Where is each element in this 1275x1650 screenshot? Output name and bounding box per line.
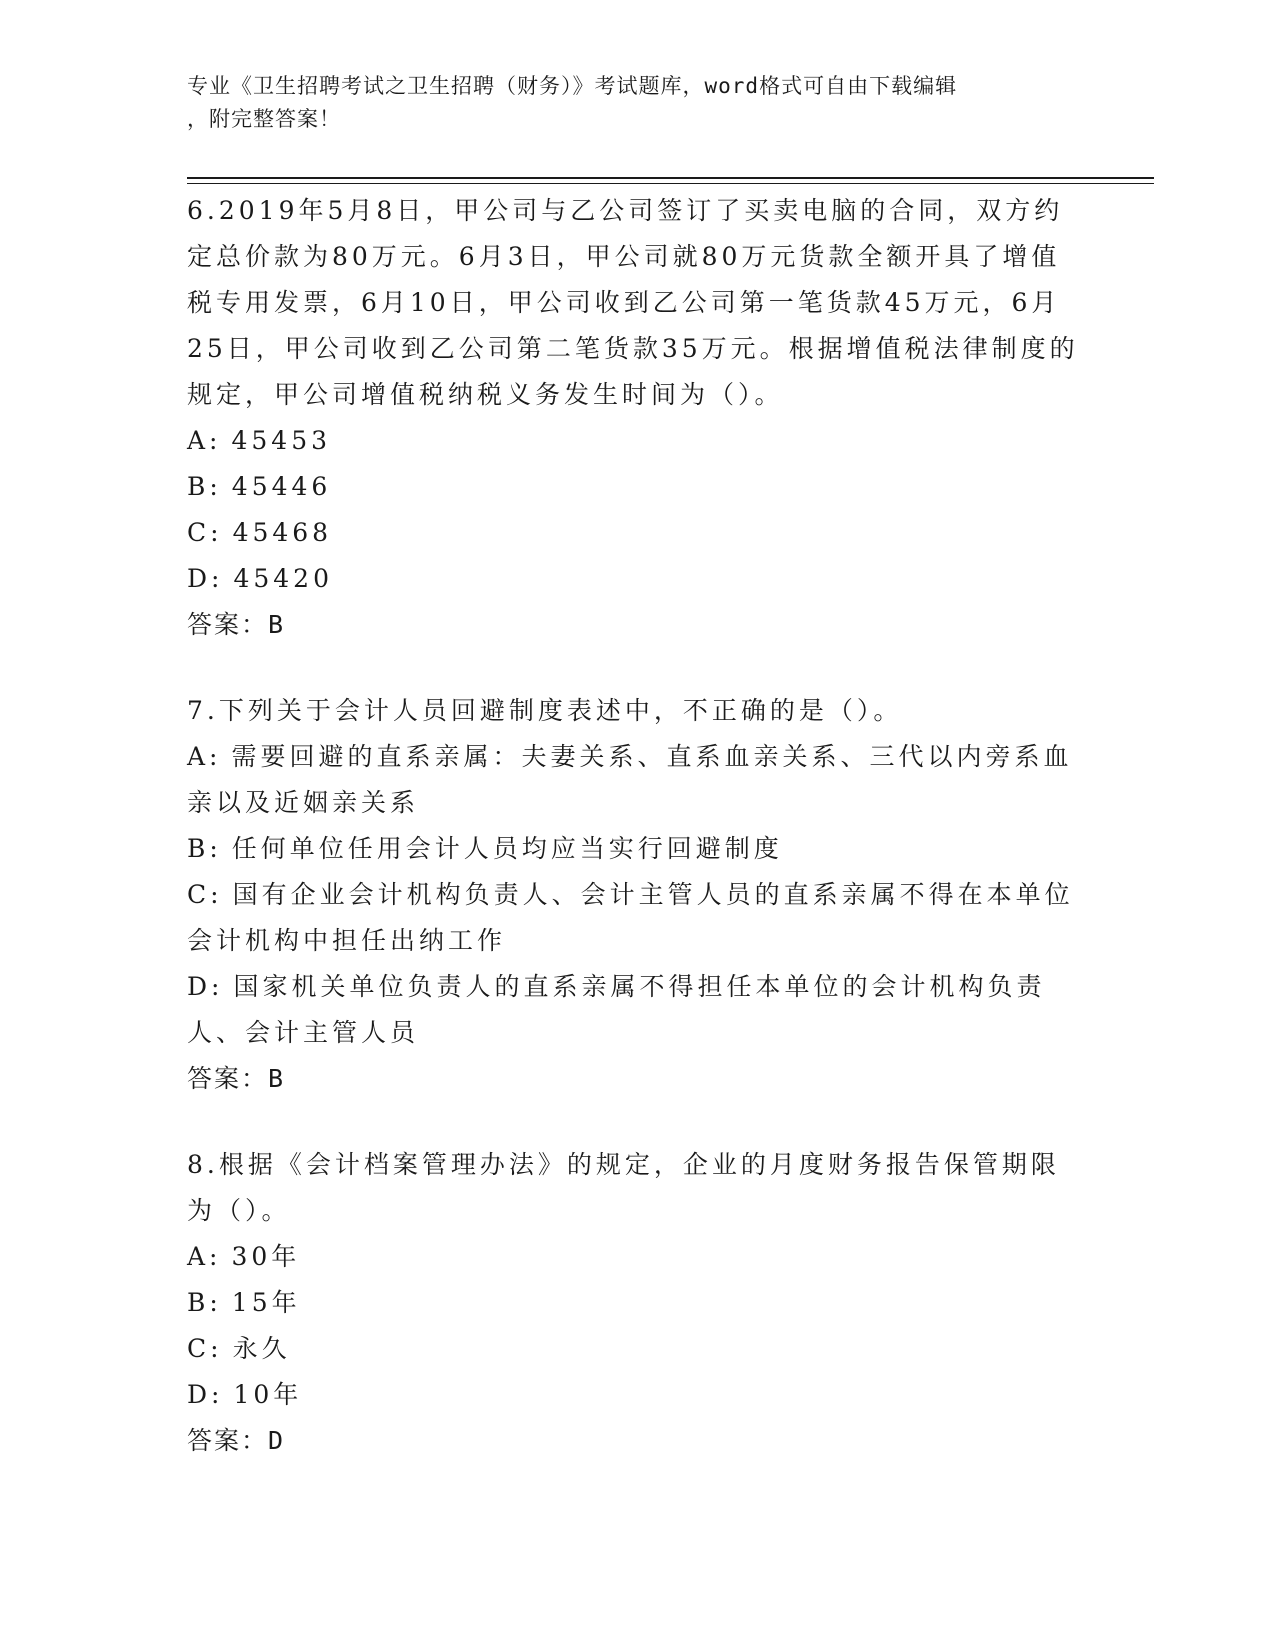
option-text: 30年: [231, 1242, 301, 1271]
header-divider-thick: [187, 177, 1154, 179]
option-d: [187, 964, 1087, 1056]
answer-line: 答案：B: [187, 610, 286, 639]
answer-line: 答案：D: [187, 1426, 286, 1455]
option-b: [187, 464, 1087, 510]
header-line-1: 专业《卫生招聘考试之卫生招聘（财务）》考试题库，word格式可自由下载编辑: [187, 74, 958, 98]
question-list: [187, 188, 1087, 1504]
option-text: 10年: [233, 1380, 303, 1409]
option-text: 45420: [233, 564, 333, 593]
option-label: A:: [187, 1242, 222, 1271]
option-label: C:: [187, 1334, 223, 1363]
option-label: B:: [187, 472, 222, 501]
document-header: [187, 70, 1077, 136]
question-stem: 7.下列关于会计人员回避制度表述中，不正确的是（）。: [187, 696, 903, 725]
question-6: [187, 188, 1087, 648]
option-label: A:: [187, 742, 222, 771]
question-7: [187, 688, 1087, 1102]
option-d: [187, 556, 1087, 602]
option-label: B:: [187, 834, 222, 863]
option-c: [187, 872, 1087, 964]
option-d: [187, 1372, 1087, 1418]
option-text: 需要回避的直系亲属：夫妻关系、直系血亲关系、三代以内旁系血亲以及近姻亲关系: [187, 742, 1073, 817]
option-text: 15年: [231, 1288, 301, 1317]
option-b: [187, 1280, 1087, 1326]
option-c: [187, 1326, 1087, 1372]
option-label: A:: [187, 426, 222, 455]
option-b: [187, 826, 1087, 872]
option-text: 国家机关单位负责人的直系亲属不得担任本单位的会计机构负责人、会计主管人员: [187, 972, 1046, 1047]
option-text: 45453: [231, 426, 332, 455]
option-c: [187, 510, 1087, 556]
header-line-2: ，附完整答案！: [187, 107, 341, 131]
option-label: C:: [187, 880, 223, 909]
option-a: [187, 418, 1087, 464]
question-stem: 6.2019年5月8日，甲公司与乙公司签订了买卖电脑的合同，双方约定总价款为80万元。6月3日，甲公司就80万元货款全额开具了增值税专用发票，6月10日，甲公司收到乙公司第一笔货款45万元，6月25日，甲公司收到乙公司第二笔货款35万元。根据增值税法律制度的规定，甲公司增值税纳税义务发生时间为（）。: [187, 196, 1079, 409]
option-label: C:: [187, 518, 223, 547]
question-8: [187, 1142, 1087, 1464]
option-text: 45446: [231, 472, 332, 501]
option-text: 国有企业会计机构负责人、会计主管人员的直系亲属不得在本单位会计机构中担任出纳工作: [187, 880, 1074, 955]
option-text: 永久: [232, 1334, 291, 1363]
option-text: 任何单位任用会计人员均应当实行回避制度: [231, 834, 783, 863]
option-label: D:: [187, 564, 224, 593]
option-label: D:: [187, 972, 224, 1001]
option-a: [187, 1234, 1087, 1280]
option-a: [187, 734, 1087, 826]
option-text: 45468: [232, 518, 333, 547]
question-stem: 8.根据《会计档案管理办法》的规定，企业的月度财务报告保管期限为（）。: [187, 1150, 1060, 1225]
header-divider-thin: [187, 183, 1154, 184]
option-label: B:: [187, 1288, 222, 1317]
option-label: D:: [187, 1380, 224, 1409]
answer-line: 答案：B: [187, 1064, 286, 1093]
